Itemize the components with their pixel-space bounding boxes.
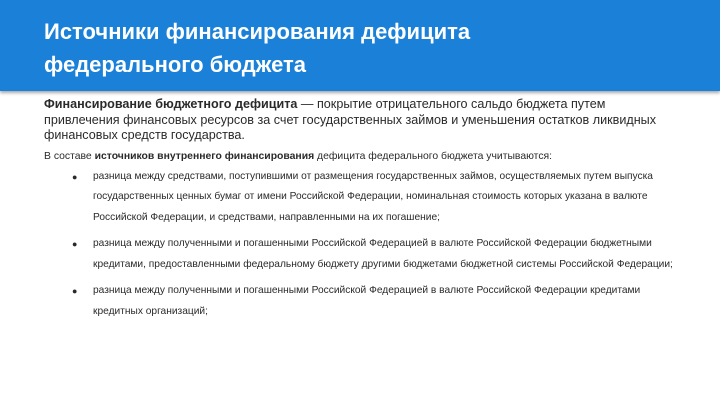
sources-intro-emphasis: источников внутреннего финансирования — [94, 150, 315, 162]
definition-paragraph — [44, 97, 684, 144]
title-bar — [0, 0, 720, 91]
slide-title — [44, 15, 684, 81]
list-item-text: разница между средствами, поступившими от размещения государственных займов, осуществляемых путем выпуска государственных ценных бумаг от имени Российской Федерации, номинальная стоимость которых указана в валюте Российской Федерации, и средствами, направленными на их погашение; — [93, 170, 653, 223]
list-item — [44, 234, 684, 275]
list-item — [44, 281, 684, 322]
slide-body — [44, 97, 684, 328]
sources-intro-paragraph — [44, 150, 684, 164]
definition-text: — покрытие отрицательного сальдо бюджета путем привлечения финансовых ресурсов за счет государственных займов и уменьшения остатков ликвидных финансовых средств государства. — [44, 97, 657, 142]
sources-intro-prefix: В составе — [44, 150, 95, 162]
bullet-icon: ● — [72, 239, 78, 249]
bullet-icon: ● — [72, 171, 78, 182]
list-item — [44, 167, 684, 229]
title-line-2: федерального бюджета — [44, 52, 307, 77]
definition-term: Финансирование бюджетного дефицита — [44, 97, 298, 111]
sources-intro-suffix: дефицита федерального бюджета учитываются: — [314, 150, 553, 162]
list-item-text: разница между полученными и погашенными Российской Федерацией в валюте Российской Федерации кредитами кредитных организаций; — [93, 285, 641, 317]
sources-list — [44, 167, 684, 323]
title-line-1: Источники финансирования дефицита — [44, 19, 471, 44]
list-item-text: разница между полученными и погашенными Российской Федерацией в валюте Российской Федерации бюджетными кредитами, предоставленными федеральному бюджету другими бюджетами бюджетной системы Российской Федерации; — [93, 238, 673, 270]
bullet-icon: ● — [72, 286, 78, 296]
